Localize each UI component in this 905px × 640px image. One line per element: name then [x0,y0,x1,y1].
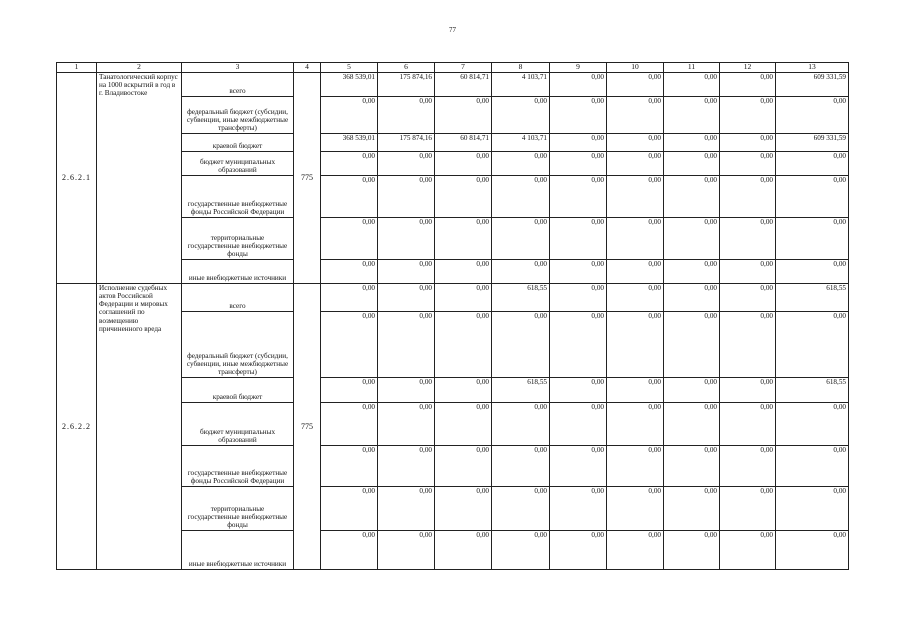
amount-cell: 0,00 [607,377,664,402]
funding-source: федеральный бюджет (субсидии, субвенции, иные межбюджетные трансферты) [182,311,294,377]
amount-cell: 0,00 [664,445,720,486]
amount-cell: 0,00 [776,259,849,283]
amount-cell: 0,00 [607,445,664,486]
amount-cell: 0,00 [550,530,607,569]
amount-cell: 0,00 [550,151,607,175]
amount-cell: 0,00 [776,151,849,175]
amount-cell: 0,00 [720,402,776,445]
amount-cell: 0,00 [550,486,607,530]
amount-cell: 0,00 [607,402,664,445]
funding-source: федеральный бюджет (субсидии, субвенции, иные межбюджетные трансферты) [182,96,294,133]
amount-cell: 0,00 [720,445,776,486]
amount-cell: 0,00 [378,402,435,445]
amount-cell: 0,00 [321,259,378,283]
row-code: 2.6.2.1 [57,72,97,283]
column-number: 9 [550,63,607,73]
funding-source: краевой бюджет [182,377,294,402]
amount-cell: 0,00 [378,96,435,133]
amount-cell: 618,55 [492,377,550,402]
amount-cell: 0,00 [607,133,664,151]
amount-cell: 175 874,16 [378,72,435,96]
amount-cell: 0,00 [720,259,776,283]
column-number-row [57,63,849,73]
column-number: 4 [294,63,321,73]
amount-cell: 0,00 [550,283,607,311]
amount-cell: 0,00 [664,311,720,377]
amount-cell: 0,00 [664,72,720,96]
column-number: 8 [492,63,550,73]
amount-cell: 0,00 [776,217,849,259]
amount-cell: 0,00 [720,175,776,217]
column-number: 3 [182,63,294,73]
amount-cell: 0,00 [550,133,607,151]
column-number: 6 [378,63,435,73]
amount-cell: 0,00 [776,96,849,133]
amount-cell: 0,00 [435,96,492,133]
amount-cell: 0,00 [435,402,492,445]
column-4-value: 775 [294,283,321,569]
amount-cell: 0,00 [664,133,720,151]
amount-cell: 0,00 [378,283,435,311]
column-number: 2 [97,63,182,73]
amount-cell: 0,00 [776,486,849,530]
amount-cell: 0,00 [435,259,492,283]
amount-cell: 4 103,71 [492,133,550,151]
amount-cell: 0,00 [378,259,435,283]
amount-cell: 0,00 [664,96,720,133]
amount-cell: 60 814,71 [435,133,492,151]
amount-cell: 0,00 [378,311,435,377]
funding-source: государственные внебюджетные фонды Российской Федерации [182,445,294,486]
amount-cell: 0,00 [378,151,435,175]
amount-cell: 0,00 [321,377,378,402]
amount-cell: 0,00 [492,217,550,259]
amount-cell: 0,00 [321,311,378,377]
amount-cell: 0,00 [607,151,664,175]
column-number: 12 [720,63,776,73]
amount-cell: 368 539,01 [321,133,378,151]
amount-cell: 0,00 [720,283,776,311]
amount-cell: 0,00 [378,377,435,402]
amount-cell: 0,00 [492,402,550,445]
amount-cell: 0,00 [321,217,378,259]
amount-cell: 0,00 [550,259,607,283]
amount-cell: 0,00 [720,311,776,377]
amount-cell: 0,00 [720,96,776,133]
amount-cell: 0,00 [607,311,664,377]
amount-cell: 0,00 [720,217,776,259]
amount-cell: 0,00 [664,151,720,175]
amount-cell: 0,00 [492,96,550,133]
amount-cell: 0,00 [435,530,492,569]
amount-cell: 0,00 [378,175,435,217]
amount-cell: 0,00 [664,283,720,311]
page-number: 77 [449,26,456,34]
amount-cell: 0,00 [492,311,550,377]
amount-cell: 0,00 [321,283,378,311]
amount-cell: 0,00 [607,175,664,217]
amount-cell: 609 331,59 [776,72,849,96]
funding-source: бюджет муниципальных образований [182,151,294,175]
amount-cell: 609 331,59 [776,133,849,151]
amount-cell: 368 539,01 [321,72,378,96]
funding-source: территориальные государственные внебюджетные фонды [182,486,294,530]
amount-cell: 0,00 [720,133,776,151]
amount-cell: 0,00 [664,175,720,217]
column-number: 13 [776,63,849,73]
amount-cell: 0,00 [776,402,849,445]
amount-cell: 0,00 [492,486,550,530]
amount-cell: 0,00 [550,175,607,217]
amount-cell: 0,00 [435,377,492,402]
amount-cell: 0,00 [776,175,849,217]
funding-source: всего [182,72,294,96]
amount-cell: 618,55 [776,283,849,311]
amount-cell: 0,00 [550,72,607,96]
amount-cell: 618,55 [776,377,849,402]
amount-cell: 0,00 [550,377,607,402]
amount-cell: 0,00 [550,96,607,133]
amount-cell: 0,00 [435,175,492,217]
amount-cell: 0,00 [664,486,720,530]
funding-source: краевой бюджет [182,133,294,151]
amount-cell: 0,00 [435,311,492,377]
amount-cell: 0,00 [664,217,720,259]
amount-cell: 0,00 [435,217,492,259]
amount-cell: 0,00 [664,530,720,569]
amount-cell: 175 874,16 [378,133,435,151]
amount-cell: 0,00 [321,486,378,530]
amount-cell: 0,00 [607,259,664,283]
amount-cell: 0,00 [492,175,550,217]
funding-source: территориальные государственные внебюджетные фонды [182,217,294,259]
column-number: 10 [607,63,664,73]
budget-table [56,62,849,570]
funding-source: бюджет муниципальных образований [182,402,294,445]
amount-cell: 0,00 [607,530,664,569]
amount-cell: 0,00 [550,217,607,259]
amount-cell: 0,00 [607,283,664,311]
amount-cell: 0,00 [321,530,378,569]
amount-cell: 0,00 [321,151,378,175]
amount-cell: 0,00 [492,445,550,486]
amount-cell: 0,00 [720,530,776,569]
amount-cell: 0,00 [378,217,435,259]
amount-cell: 0,00 [720,72,776,96]
amount-cell: 0,00 [492,530,550,569]
amount-cell: 0,00 [321,175,378,217]
table-body [57,63,849,570]
amount-cell: 0,00 [550,402,607,445]
row-code: 2.6.2.2 [57,283,97,569]
amount-cell: 4 103,71 [492,72,550,96]
amount-cell: 0,00 [720,151,776,175]
amount-cell: 0,00 [720,486,776,530]
funding-source: иные внебюджетные источники [182,530,294,569]
amount-cell: 0,00 [550,311,607,377]
amount-cell: 0,00 [435,486,492,530]
amount-cell: 0,00 [492,259,550,283]
column-4-value: 775 [294,72,321,283]
amount-cell: 618,55 [492,283,550,311]
funding-source: государственные внебюджетные фонды Российской Федерации [182,175,294,217]
amount-cell: 60 814,71 [435,72,492,96]
amount-cell: 0,00 [607,96,664,133]
amount-cell: 0,00 [378,445,435,486]
amount-cell: 0,00 [776,530,849,569]
measure-name: Исполнение судебных актов Российской Федерации и мировых соглашений по возмещению причиненного вреда [97,283,182,569]
amount-cell: 0,00 [664,402,720,445]
measure-name: Танатологический корпус на 1000 вскрытий в год в г. Владивостоке [97,72,182,283]
amount-cell: 0,00 [607,217,664,259]
amount-cell: 0,00 [435,283,492,311]
amount-cell: 0,00 [378,486,435,530]
amount-cell: 0,00 [321,96,378,133]
table-row [57,72,849,96]
column-number: 5 [321,63,378,73]
amount-cell: 0,00 [776,445,849,486]
amount-cell: 0,00 [664,377,720,402]
amount-cell: 0,00 [378,530,435,569]
table-row [57,283,849,311]
amount-cell: 0,00 [607,72,664,96]
amount-cell: 0,00 [720,377,776,402]
amount-cell: 0,00 [607,486,664,530]
column-number: 1 [57,63,97,73]
amount-cell: 0,00 [321,445,378,486]
funding-source: всего [182,283,294,311]
column-number: 11 [664,63,720,73]
amount-cell: 0,00 [435,445,492,486]
amount-cell: 0,00 [492,151,550,175]
amount-cell: 0,00 [321,402,378,445]
amount-cell: 0,00 [435,151,492,175]
amount-cell: 0,00 [664,259,720,283]
funding-source: иные внебюджетные источники [182,259,294,283]
column-number: 7 [435,63,492,73]
amount-cell: 0,00 [776,311,849,377]
amount-cell: 0,00 [550,445,607,486]
